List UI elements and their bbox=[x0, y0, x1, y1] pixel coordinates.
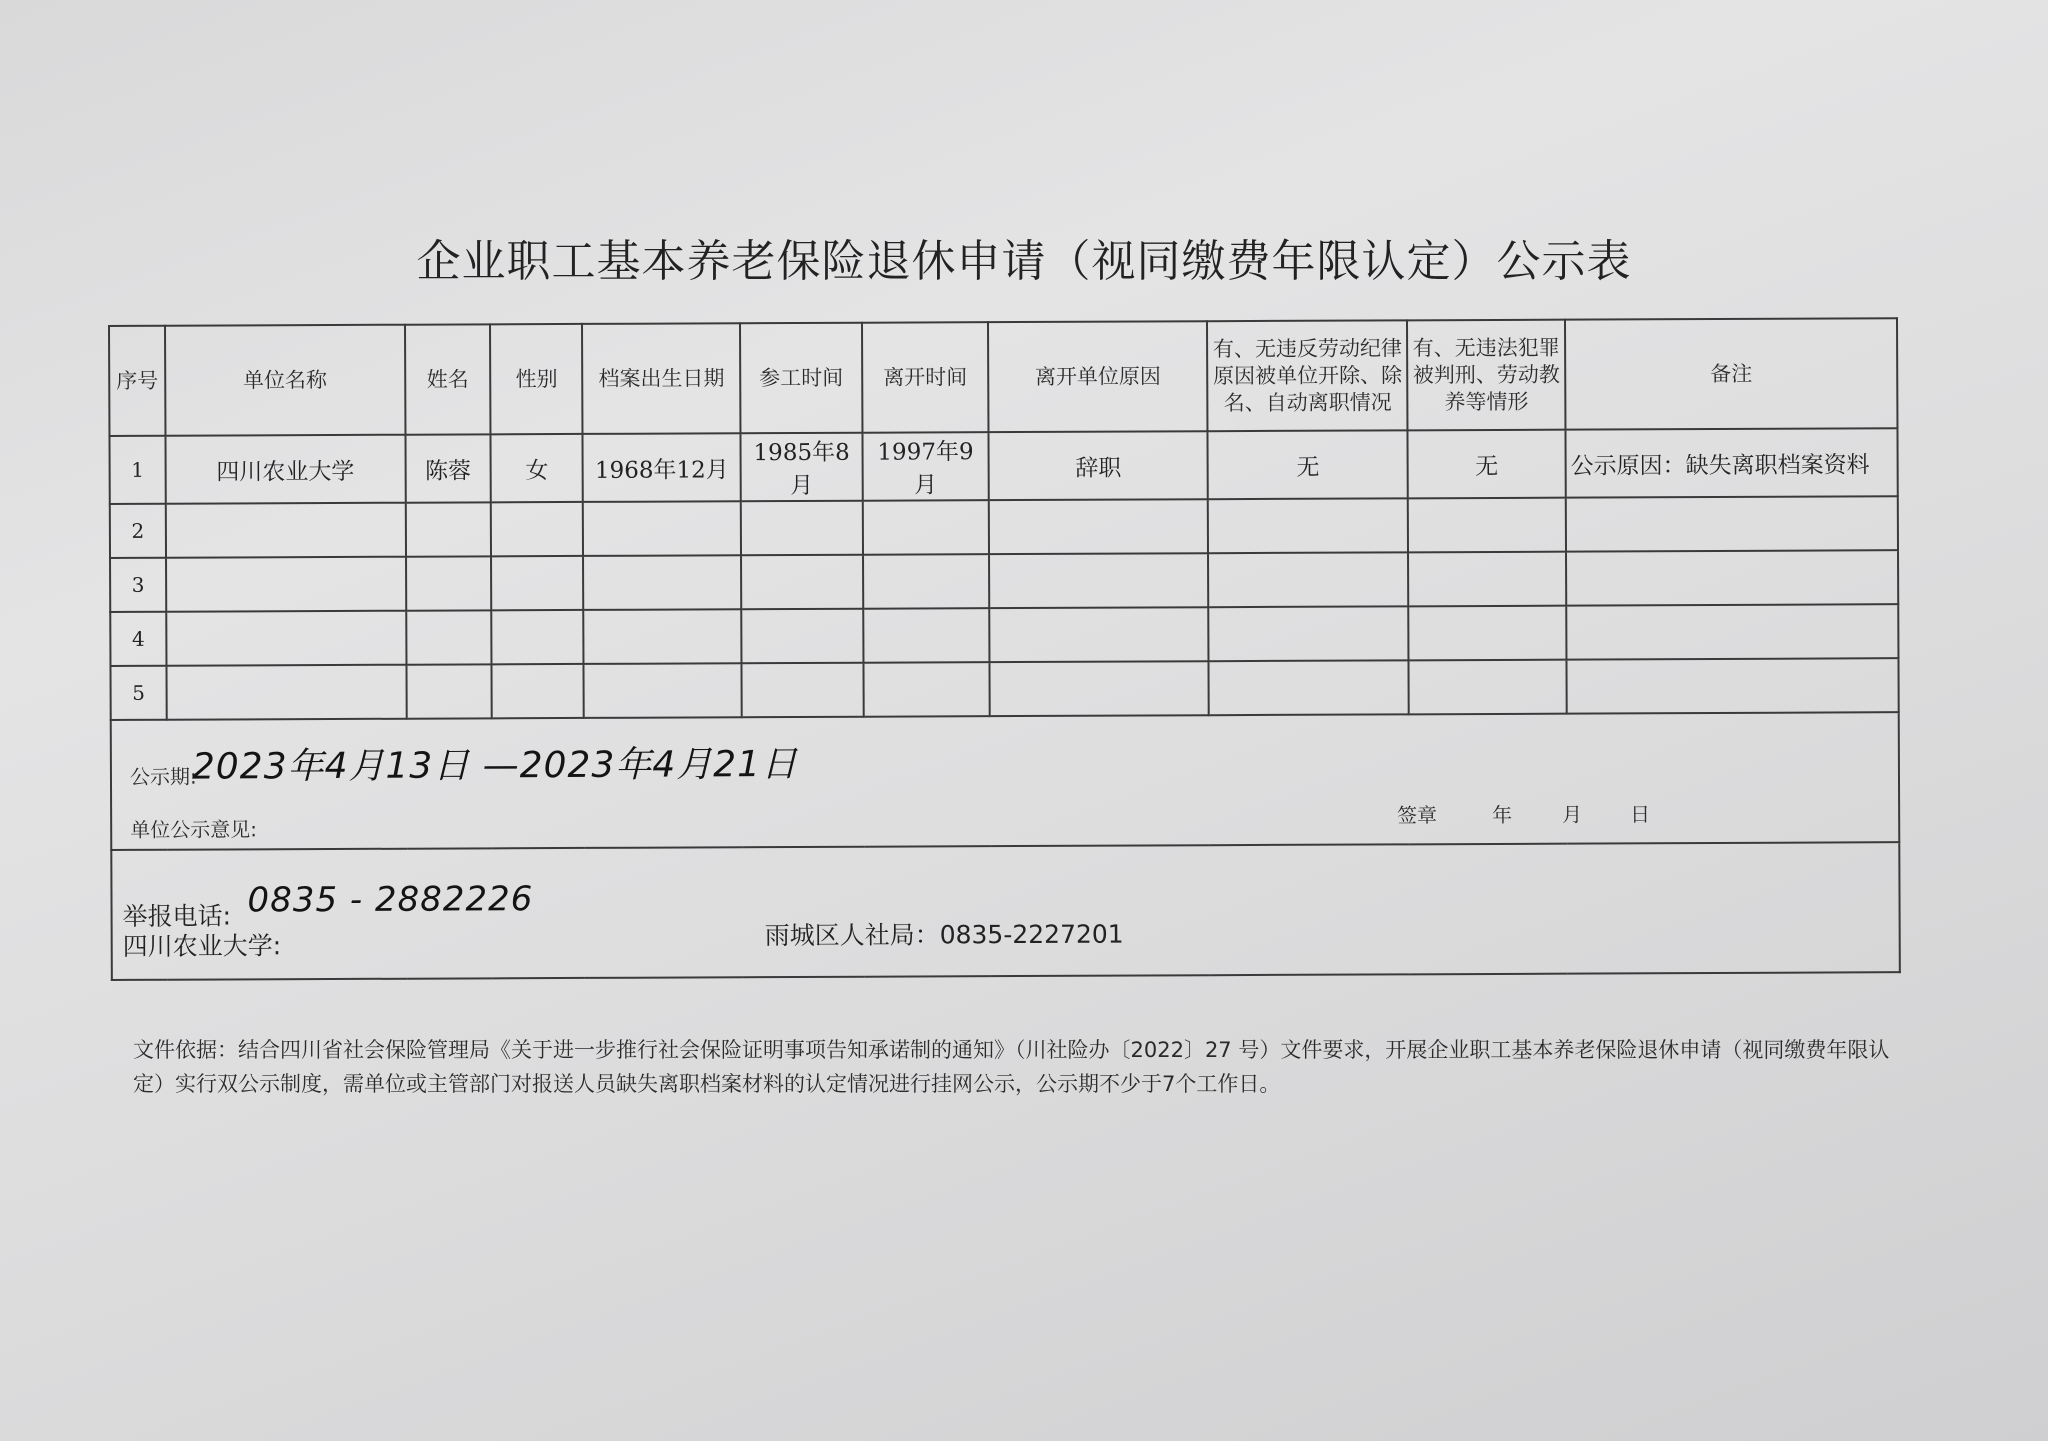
cell-criminal-record bbox=[1408, 552, 1566, 607]
cell-discipline-violation bbox=[1208, 552, 1408, 607]
cell-birth-date bbox=[583, 555, 741, 610]
cell-remark bbox=[1566, 604, 1898, 659]
header-discipline-violation: 有、无违反劳动纪律原因被单位开除、除名、自动离职情况 bbox=[1207, 320, 1407, 431]
cell-gender bbox=[491, 502, 583, 556]
cell-leave-date bbox=[863, 554, 989, 609]
publicity-period-row bbox=[111, 712, 1900, 850]
cell-name bbox=[406, 610, 492, 664]
document-basis-note: 文件依据：结合四川省社会保险管理局《关于进一步推行社会保险证明事项告知承诺制的通知》（川社险办〔2022〕27 号）文件要求，开展企业职工基本养老保险退休申请（视同缴费年限认定）实行双公示制度，需单位或主管部门对报送人员缺失离职档案材料的认定情况进行挂网公示，公示期不少于7个工作日。 bbox=[133, 1038, 1890, 1096]
cell-name bbox=[406, 556, 492, 610]
report-phone-value: 0835 - 2882226 bbox=[247, 879, 534, 921]
cell-name bbox=[406, 664, 492, 718]
cell-name bbox=[405, 502, 491, 556]
cell-start-work-date bbox=[742, 663, 864, 718]
cell-gender bbox=[492, 610, 584, 664]
table-row bbox=[110, 496, 1898, 558]
cell-birth-date bbox=[583, 501, 741, 556]
cell-leave-reason bbox=[989, 661, 1209, 716]
header-criminal-record: 有、无违法犯罪被判刑、劳动教养等情形 bbox=[1407, 320, 1565, 431]
header-birth-date: 档案出生日期 bbox=[582, 323, 740, 434]
cell-discipline-violation bbox=[1209, 660, 1409, 715]
cell-leave-date: 1997年9月 bbox=[862, 432, 988, 501]
cell-leave-date bbox=[863, 500, 989, 555]
publicity-period-cell bbox=[111, 712, 1900, 850]
cell-birth-date bbox=[584, 609, 742, 664]
cell-discipline-violation bbox=[1208, 498, 1408, 553]
cell-unit-name bbox=[166, 611, 406, 666]
cell-leave-reason bbox=[989, 499, 1209, 554]
cell-index: 2 bbox=[110, 504, 166, 558]
cell-discipline-violation: 无 bbox=[1208, 430, 1408, 499]
cell-leave-reason bbox=[989, 553, 1209, 608]
cell-remark bbox=[1566, 550, 1898, 605]
cell-remark bbox=[1566, 658, 1898, 713]
cell-index: 1 bbox=[109, 436, 165, 504]
cell-birth-date: 1968年12月 bbox=[583, 433, 741, 502]
cell-birth-date bbox=[584, 663, 742, 718]
cell-leave-date bbox=[863, 662, 989, 717]
report-contact-row bbox=[111, 842, 1900, 980]
cell-start-work-date bbox=[741, 501, 863, 556]
table-header-row bbox=[109, 318, 1897, 436]
cell-criminal-record bbox=[1409, 660, 1567, 715]
unit-opinion-label: 单位公示意见: bbox=[130, 817, 258, 842]
document-title: 企业职工基本养老保险退休申请（视同缴费年限认定）公示表 bbox=[416, 236, 1632, 287]
cell-index: 3 bbox=[110, 558, 166, 612]
header-remark: 备注 bbox=[1565, 318, 1898, 429]
header-index: 序号 bbox=[109, 326, 165, 436]
month-label: 月 bbox=[1562, 802, 1583, 827]
cell-gender: 女 bbox=[491, 434, 583, 502]
header-gender: 性别 bbox=[490, 324, 582, 434]
day-label: 日 bbox=[1630, 802, 1651, 827]
cell-criminal-record: 无 bbox=[1408, 430, 1566, 499]
cell-leave-date bbox=[863, 608, 989, 663]
header-leave-reason: 离开单位原因 bbox=[988, 321, 1208, 432]
table-row bbox=[110, 604, 1898, 666]
report-contact-cell bbox=[111, 842, 1900, 980]
cell-remark bbox=[1566, 496, 1898, 551]
cell-criminal-record bbox=[1408, 606, 1566, 661]
cell-remark: 公示原因：缺失离职档案资料 bbox=[1565, 428, 1897, 497]
publicity-table bbox=[108, 317, 1901, 981]
cell-unit-name bbox=[166, 665, 406, 720]
seal-label: 签章 bbox=[1397, 803, 1438, 828]
bureau-contact-label: 雨城区人社局：0835-2227201 bbox=[764, 919, 1124, 951]
year-label: 年 bbox=[1492, 802, 1513, 827]
cell-unit-name bbox=[166, 503, 406, 558]
cell-index: 4 bbox=[110, 612, 166, 666]
cell-start-work-date bbox=[741, 555, 863, 610]
header-leave-date: 离开时间 bbox=[862, 322, 988, 433]
cell-gender bbox=[492, 664, 584, 718]
table-row bbox=[109, 428, 1897, 504]
cell-index: 5 bbox=[110, 666, 166, 720]
cell-criminal-record bbox=[1408, 498, 1566, 553]
cell-unit-name: 四川农业大学 bbox=[165, 435, 405, 504]
header-name: 姓名 bbox=[405, 324, 491, 434]
cell-gender bbox=[491, 556, 583, 610]
header-unit-name: 单位名称 bbox=[165, 325, 405, 436]
period-value: 2023年4月13日 —2023年4月21日 bbox=[191, 743, 799, 788]
cell-discipline-violation bbox=[1209, 606, 1409, 661]
cell-leave-reason bbox=[989, 607, 1209, 662]
cell-leave-reason: 辞职 bbox=[988, 431, 1208, 500]
table-row bbox=[110, 658, 1898, 720]
cell-unit-name bbox=[166, 557, 406, 612]
cell-start-work-date: 1985年8月 bbox=[741, 433, 863, 502]
cell-start-work-date bbox=[741, 609, 863, 664]
table-row bbox=[110, 550, 1898, 612]
unit-contact-label: 四川农业大学: bbox=[122, 931, 282, 961]
header-start-work-date: 参工时间 bbox=[740, 323, 862, 434]
period-label: 公示期: bbox=[129, 764, 197, 789]
report-phone-label: 举报电话: bbox=[122, 901, 232, 931]
cell-name: 陈蓉 bbox=[405, 434, 491, 502]
